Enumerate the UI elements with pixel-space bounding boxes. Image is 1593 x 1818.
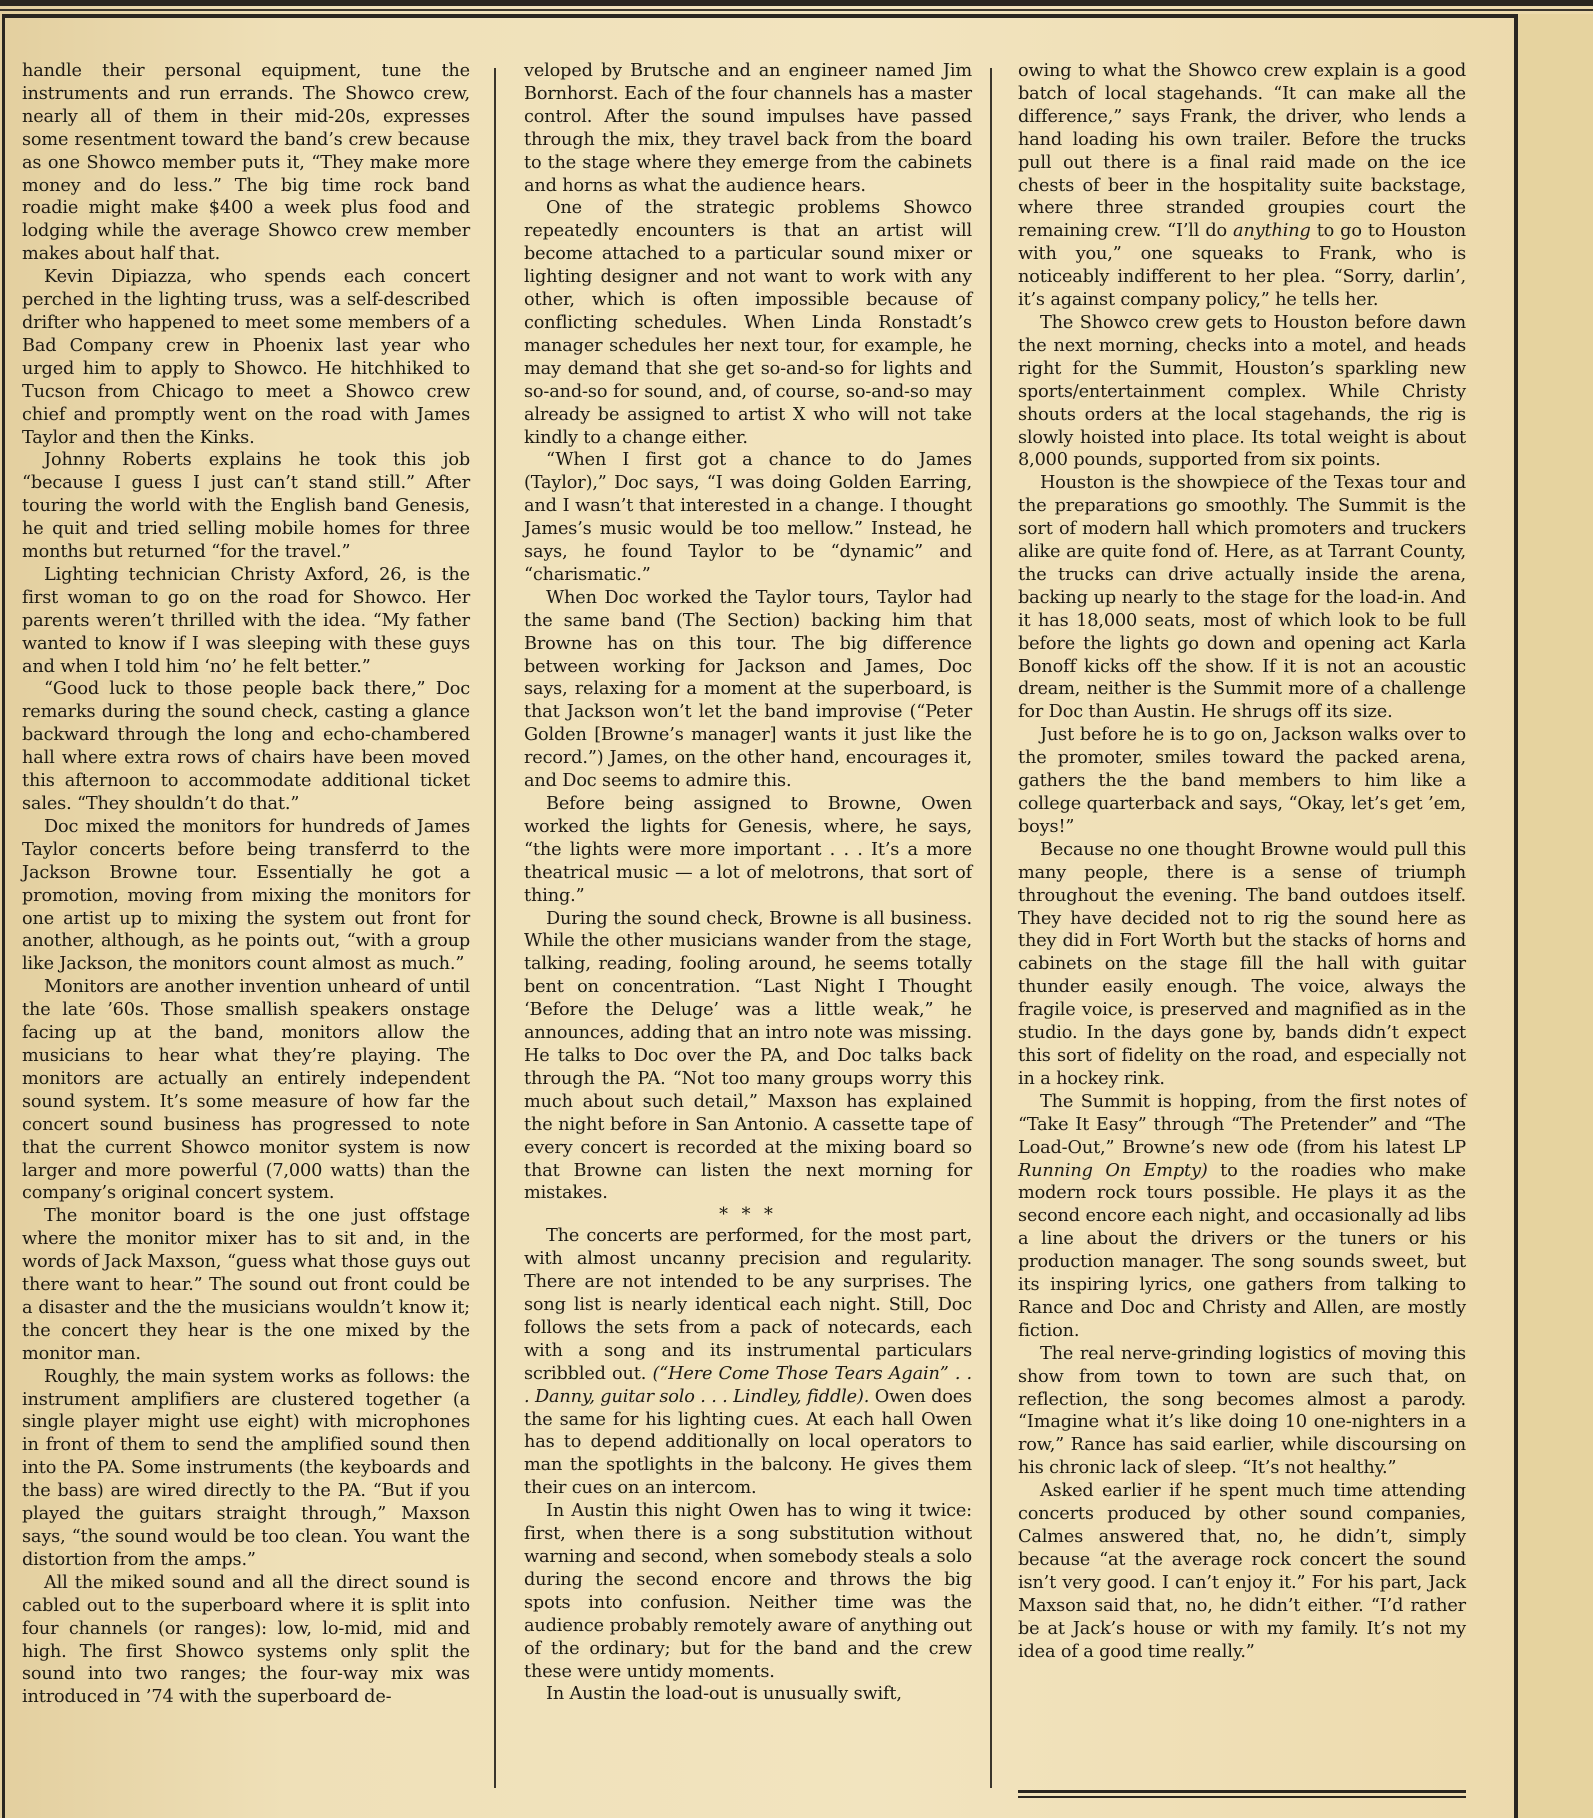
end-rule-thin bbox=[1018, 1796, 1466, 1798]
paragraph: Doc mixed the monitors for hundreds of James Taylor concerts before being transferrd to the Jackson Browne tour. Essentially he got a promotion, moving from mixing the monitors for one artist up to mixing the system out front for another, although, as he points out, “with a group like Jackson, the monitors count almost as much.” bbox=[22, 816, 470, 975]
paragraph: Roughly, the main system works as follows: the instrument amplifiers are clustered together (a single player might use eight) with microphones in front of them to send the amplified sound then into the PA. Some instruments (the keyboards and the bass) are wired directly to the PA. “But if you played the guitars straight through,” Maxson says, “the sound would be too clean. You want the distortion from the amps.” bbox=[22, 1366, 470, 1570]
column-divider-2 bbox=[990, 68, 992, 1788]
text-run: to the roadies who make modern rock tours possible. He plays it as the second encore each night, and occasionally ad libs a line about the drivers or the tuners or his production manager. The song sounds sweet, but its inspiring lyrics, one gathers from talking to Rance and Doc and Christy and Allen, are mostly fiction. bbox=[1018, 1160, 1466, 1341]
paragraph: The real nerve-grinding logistics of moving this show from town to town are such that, on reflection, the song becomes almost a parody. “Imagine what it’s like doing 10 one-nighters in a row,” Rance has said earlier, while discoursing on his chronic lack of sleep. “It’s not healthy.” bbox=[1018, 1343, 1466, 1479]
paragraph: Before being assigned to Browne, Owen worked the lights for Genesis, where, he says, “the lights were more important . . . It’s a more theatrical music — a lot of melotrons, that sort of thing.” bbox=[524, 794, 972, 906]
column-3 bbox=[1018, 60, 1466, 1663]
paragraph: In Austin this night Owen has to wing it twice: first, when there is a song substitution without warning and second, when somebody steals a solo during the second encore and throws the big spots into confusion. Neither time was the audience probably remotely aware of anything out of the ordinary; but for the band and the crew these were untidy moments. bbox=[524, 1501, 972, 1682]
paragraph bbox=[1018, 1091, 1466, 1343]
top-rule bbox=[0, 0, 1593, 6]
top-rule-thin bbox=[0, 9, 1593, 11]
paragraph: veloped by Brutsche and an engineer named Jim Bornhorst. Each of the four channels has a master control. After the sound impulses have passed through the mix, they travel back from the board to the stage where they emerge from the cabinets and horns as what the audience hears. bbox=[524, 61, 972, 196]
italic-text: anything bbox=[1233, 221, 1311, 242]
column-2 bbox=[524, 60, 972, 1706]
paragraph: During the sound check, Browne is all business. While the other musicians wander from the stage, talking, reading, fooling around, he seems totally bent on concentration. “Last Night I Thought ‘Before the Deluge’ was a little weak,” he announces, adding that an intro note was missing. He talks to Doc over the PA, and Doc talks back through the PA. “Not too many groups worry this much about such detail,” Maxson has explained the night before in San Antonio. A cassette tape of every concert is recorded at the mixing board so that Browne can listen the next morning for mistakes. bbox=[524, 908, 972, 1204]
paragraph: Johnny Roberts explains he took this job “because I guess I just can’t stand still.” After touring the world with the English band Genesis, he quit and tried selling mobile homes for three months but returned “for the travel.” bbox=[22, 450, 470, 563]
page-margin bbox=[1518, 14, 1593, 1818]
frame-top bbox=[2, 14, 1518, 18]
paragraph: handle their personal equipment, tune the instruments and run errands. The Showco crew, nearly all of them in their mid-20s, expresses some resentment toward the band’s crew because as one Showco member puts it, “They make more money and do less.” The big time rock band roadie might make $400 a week plus food and lodging while the average Showco crew member makes about half that. bbox=[22, 61, 470, 265]
paragraph: The monitor board is the one just offstage where the monitor mixer has to sit and, in the words of Jack Maxson, “guess what those guys out there want to hear.” The sound out front could be a disaster and the the musicians wouldn’t know it; the concert they hear is the one mixed by the monitor man. bbox=[22, 1206, 470, 1364]
paragraph: Because no one thought Browne would pull this many people, there is a sense of triumph throughout the evening. The band outdoes itself. They have decided not to rig the sound here as they did in Fort Worth but the stacks of horns and cabinets on the stage fill the hall with guitar thunder easily enough. The voice, always the fragile voice, is preserved and magnified as in the studio. In the days gone by, bands didn’t expect this sort of fidelity on the road, and especially not in a hockey rink. bbox=[1018, 839, 1466, 1089]
text-run: to go to Houston with you,” one squeaks to Frank, who is noticeably indifferent to her plea. “Sorry, darlin’, it’s against company policy,” he tells her. bbox=[1018, 221, 1466, 311]
paragraph: When Doc worked the Taylor tours, Taylor had the same band (The Section) backing him that Browne has on this tour. The big difference between working for Jackson and James, Doc says, relaxing for a moment at the superboard, is that Jackson won’t let the band improvise (“Peter Golden [Browne’s manager] wants it just like the record.”) James, on the other hand, encourages it, and Doc seems to admire this. bbox=[524, 587, 972, 792]
text-run: Owen does the same for his lighting cues. At each hall Owen has to depend additionally on local operators to man the spotlights in the balcony. He gives them their cues on an intercom. bbox=[524, 1386, 972, 1499]
paragraph: Monitors are another invention unheard of until the late ’60s. Those smallish speakers onstage facing up at the band, monitors allow the musicians to hear what they’re playing. The monitors are actually an entirely independent sound system. It’s some measure of how far the concert sound business has progressed to note that the current Showco monitor system is now larger and more powerful (7,000 watts) than the company’s original concert system. bbox=[22, 977, 470, 1204]
paragraph bbox=[1018, 60, 1466, 312]
paragraph: Asked earlier if he spent much time attending concerts produced by other sound companies, Calmes answered that, no, he didn’t, simply because “at the average rock concert the sound isn’t very good. I can’t enjoy it.” For his part, Jack Maxson said that, no, he didn’t either. “I’d rather be at Jack’s house or with my family. It’s not my idea of a good time really.” bbox=[1018, 1481, 1466, 1662]
paragraph: Houston is the showpiece of the Texas tour and the preparations go smoothly. The Summit is the sort of modern hall which promoters and truckers alike are quite fond of. Here, as at Tarrant County, the trucks can drive actually inside the arena, backing up nearly to the stage for the load-in. And it has 18,000 seats, most of which look to be full before the lights go down and opening act Karla Bonoff kicks off the show. If it is not an acoustic dream, neither is the Summit more of a challenge for Doc than Austin. He shrugs off its size. bbox=[1018, 473, 1466, 723]
paragraph: All the miked sound and all the direct sound is cabled out to the superboard where it is split into four channels (or ranges): low, lo-mid, mid and high. The first Showco systems only split the sound into two ranges; the four-way mix was introduced in ’74 with the superboard de- bbox=[22, 1572, 470, 1708]
column-divider-1 bbox=[494, 68, 496, 1788]
paragraph: In Austin the load-out is unusually swift, bbox=[546, 1684, 902, 1705]
paragraph: “When I first got a chance to do James (Taylor),” Doc says, “I was doing Golden Earring, and I wasn’t that interested in a change. I thought James’s music would be too mellow.” Instead, he says, he found Taylor to be “dynamic” and “charismatic.” bbox=[524, 450, 972, 585]
italic-text: (“Here Come Those Tears Again” . . . Danny, guitar solo . . . Lindley, fiddle). bbox=[524, 1363, 972, 1407]
paragraph: “Good luck to those people back there,” Doc remarks during the sound check, casting a glance backward through the long and echo-chambered hall where extra rows of chairs have been moved this afternoon to accommodate additional ticket sales. “They shouldn’t do that.” bbox=[22, 679, 470, 814]
text-run: owing to what the Showco crew explain is a good batch of local stagehands. “It can make all the difference,” says Frank, the driver, who lends a hand loading his own trailer. Before the trucks pull out there is a final raid made on the ice chests of beer in the hospitality suite backstage, where three stranded groupies court the remaining crew. “I’ll do bbox=[1018, 61, 1466, 242]
column-1 bbox=[22, 60, 470, 1709]
italic-text: Running On Empty) bbox=[1018, 1160, 1208, 1181]
frame-left bbox=[2, 14, 5, 1818]
paragraph: The Showco crew gets to Houston before dawn the next morning, checks into a motel, and heads right for the Summit, Houston’s sparkling new sports/entertainment complex. While Christy shouts orders at the local stagehands, the rig is slowly hoisted into place. Its total weight is about 8,000 pounds, supported from six points. bbox=[1018, 312, 1466, 471]
end-rule-thick bbox=[1018, 1790, 1466, 1793]
paragraph: One of the strategic problems Showco repeatedly encounters is that an artist will become attached to a particular sound mixer or lighting designer and not want to work with any other, which is often impossible because of conflicting schedules. When Linda Ronstadt’s manager schedules her next tour, for example, he may demand that she get so-and-so for lights and so-and-so for sound, and, of course, so-and-so may already be assigned to artist X who will not take kindly to a change either. bbox=[524, 198, 972, 448]
paragraph: Lighting technician Christy Axford, 26, is the first woman to go on the road for Showco. Her parents weren’t thrilled with the idea. “My father wanted to know if I was sleeping with these guys and when I told him ‘no’ he felt better.” bbox=[22, 564, 470, 677]
paragraph bbox=[524, 1225, 972, 1500]
section-separator: * * * bbox=[719, 1205, 777, 1226]
text-run: The concerts are performed, for the most part, with almost uncanny precision and regularity. There are not intended to be any surprises. The song list is nearly identical each night. Still, Doc follows the sets from a pack of notecards, each with a song and its instrumental particulars scribbled out. bbox=[524, 1226, 972, 1384]
paragraph: Kevin Dipiazza, who spends each concert perched in the lighting truss, was a self-described drifter who happened to meet some members of a Bad Company crew in Phoenix last year who urged him to apply to Showco. He hitchhiked to Tucson from Chicago to meet a Showco crew chief and promptly went on the road with James Taylor and then the Kinks. bbox=[22, 267, 470, 448]
paragraph: Just before he is to go on, Jackson walks over to the promoter, smiles toward the packed arena, gathers the the band members to him like a college quarterback and says, “Okay, let’s get ’em, boys!” bbox=[1018, 725, 1466, 837]
text-run: The Summit is hopping, from the first notes of “Take It Easy” through “The Pretender” and “The Load-Out,” Browne’s new ode (from his latest LP bbox=[1018, 1091, 1466, 1158]
